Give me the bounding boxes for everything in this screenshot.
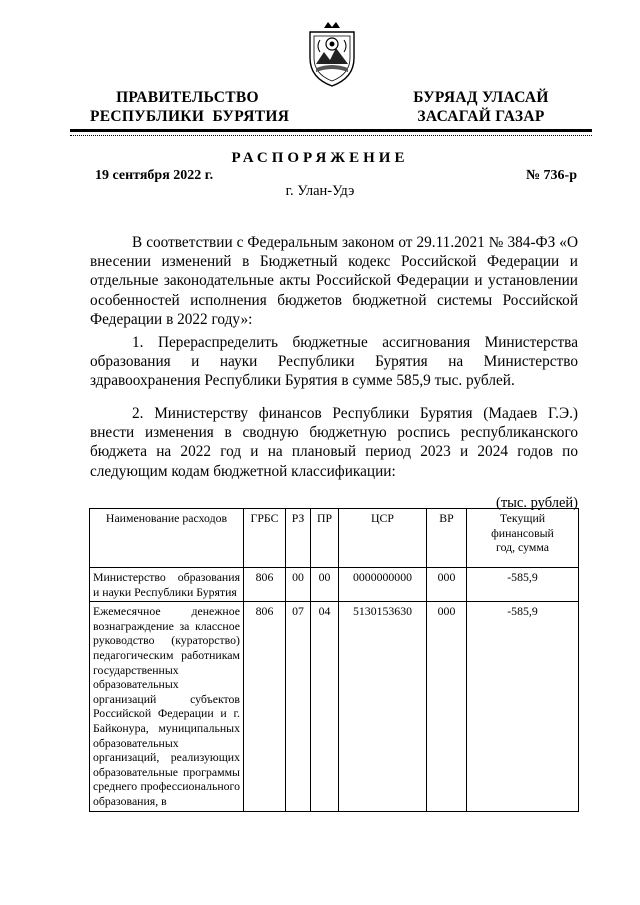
header-csr: ЦСР	[339, 509, 427, 568]
row-rz: 07	[286, 602, 311, 811]
row-rz: 00	[286, 568, 311, 602]
header-vr: ВР	[427, 509, 467, 568]
document-title: РАСПОРЯЖЕНИЕ	[231, 150, 409, 166]
item-1-paragraph: 1. Перераспределить бюджетные ассигнования Министерства образования и науки Республики Бурятия на Министерство здравоохранения Республики Бурятия в сумме 585,9 тыс. рублей.	[90, 334, 578, 390]
row-vr: 000	[427, 602, 467, 811]
header-sum: Текущий финансовый год, сумма	[467, 509, 579, 568]
row-vr: 000	[427, 568, 467, 602]
republic-coat-of-arms-icon	[302, 18, 362, 88]
header-pr: ПР	[311, 509, 339, 568]
header-divider-dotted	[70, 135, 592, 136]
row-sum: -585,9	[467, 602, 579, 811]
row-csr: 0000000000	[339, 568, 427, 602]
document-number: № 736-р	[525, 168, 577, 183]
item-2-paragraph: 2. Министерству финансов Республики Бурятия (Мадаев Г.Э.) внести изменения в сводную бюджетную роспись республиканского бюджета на 2022 год и на плановый период 2023 и 2024 годов по следующим кодам бюджетной классификации:	[90, 405, 578, 480]
government-name-buryat	[405, 88, 557, 126]
header-name: Наименование расходов	[90, 509, 244, 568]
row-grbs: 806	[244, 602, 286, 811]
table-units: (тыс. рублей)	[496, 495, 578, 511]
header-divider-thick	[70, 129, 592, 132]
document-date: 19 сентября 2022 г.	[95, 168, 214, 183]
row-name: Министерство образования и науки Республики Бурятия	[90, 568, 244, 602]
budget-table	[89, 508, 579, 812]
document-city: г. Улан-Удэ	[285, 183, 355, 199]
row-pr: 00	[311, 568, 339, 602]
government-name-line2: РЕСПУБЛИКИ БУРЯТИЯ	[90, 108, 290, 125]
table-row	[90, 602, 579, 811]
row-csr: 5130153630	[339, 602, 427, 811]
row-pr: 04	[311, 602, 339, 811]
table-header-row	[90, 509, 579, 568]
government-name-line1: ПРАВИТЕЛЬСТВО	[116, 89, 259, 106]
row-grbs: 806	[244, 568, 286, 602]
government-name-buryat-line2: ЗАСАГАЙ ГАЗАР	[417, 108, 545, 125]
row-sum: -585,9	[467, 568, 579, 602]
header-grbs: ГРБС	[244, 509, 286, 568]
government-name-russian	[90, 88, 290, 126]
government-name-buryat-line1: БУРЯАД УЛАСАЙ	[413, 89, 549, 106]
header-rz: РЗ	[286, 509, 311, 568]
intro-paragraph: В соответствии с Федеральным законом от 29.11.2021 № 384-ФЗ «О внесении изменений в Бюджетный кодекс Российской Федерации и отдельные законодательные акты Российской Федерации и установлении особенностей исполнения бюджетов бюджетной системы Российской Федерации в 2022 году»:	[90, 234, 578, 328]
table-row	[90, 568, 579, 602]
row-name: Ежемесячное денежное вознаграждение за классное руководство (кураторство) педагогическим работникам государственных образовательных организаций субъектов Российской Федерации и г. Байконура, муниципальных образовательных организаций, реализующих образовательные программы среднего профессионального образования, в	[90, 602, 244, 811]
